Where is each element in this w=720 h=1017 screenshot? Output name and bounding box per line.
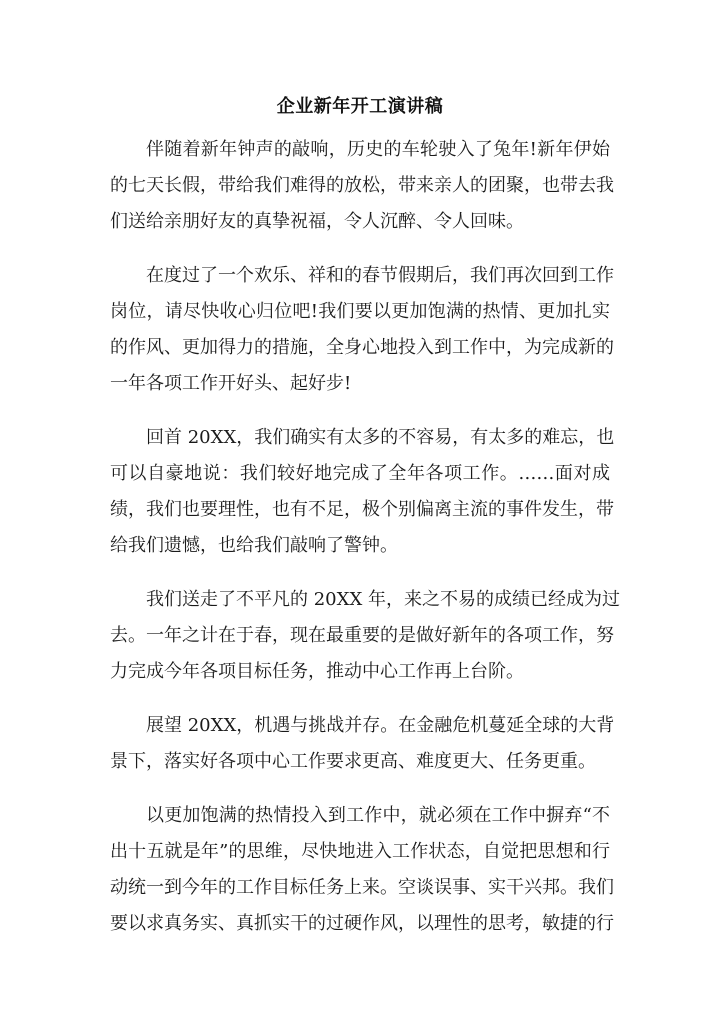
text-line: 岗位，请尽快收心归位吧!我们要以更加饱满的热情、更加扎实 xyxy=(110,301,610,322)
text-line: 景下，落实好各项中心工作要求更高、难度更大、任务更重。 xyxy=(110,751,596,772)
paragraph xyxy=(110,420,615,564)
text-line: 以更加饱满的热情投入到工作中，就必须在工作中摒弃“不 xyxy=(146,805,610,826)
paragraph xyxy=(110,798,614,942)
text-line: 要以求真务实、真抓实干的过硬作风，以理性的思考，敏捷的行 xyxy=(110,913,614,934)
text-line: 在度过了一个欢乐、祥和的春节假期后，我们再次回到工作 xyxy=(146,265,614,286)
paragraph xyxy=(110,132,614,240)
text-line: 绩，我们也要理性，也有不足，极个别偏离主流的事件发生，带 xyxy=(110,499,614,520)
text-line: 动统一到今年的工作目标任务上来。空谈误事、实干兴邦。我们 xyxy=(110,877,614,898)
text-line: 我们送走了不平凡的 20XX 年，来之不易的成绩已经成为过 xyxy=(146,589,620,610)
document-title: 企业新年开工演讲稿 xyxy=(276,96,444,117)
text-line: 给我们遗憾，也给我们敲响了警钟。 xyxy=(110,535,398,556)
text-line: 去。一年之计在于春，现在最重要的是做好新年的各项工作，努 xyxy=(110,625,614,646)
paragraph xyxy=(110,708,615,780)
paragraph xyxy=(110,582,620,690)
text-line: 力完成今年各项目标任务，推动中心工作再上台阶。 xyxy=(110,661,524,682)
text-line: 伴随着新年钟声的敲响，历史的车轮驶入了兔年!新年伊始 xyxy=(146,139,610,160)
text-line: 们送给亲朋好友的真挚祝福，令人沉醉、令人回味。 xyxy=(110,211,524,232)
text-line: 回首 20XX，我们确实有太多的不容易，有太多的难忘，也 xyxy=(146,427,615,448)
text-line: 的作风、更加得力的措施，全身心地投入到工作中，为完成新的 xyxy=(110,337,614,358)
document-body xyxy=(110,132,620,960)
text-line: 的七天长假，带给我们难得的放松，带来亲人的团聚，也带去我 xyxy=(110,175,614,196)
text-line: 出十五就是年”的思维，尽快地进入工作状态，自觉把思想和行 xyxy=(110,841,610,862)
text-line: 展望 20XX，机遇与挑战并存。在金融危机蔓延全球的大背 xyxy=(146,715,615,736)
paragraph xyxy=(110,258,614,402)
text-line: 一年各项工作开好头、起好步! xyxy=(110,373,352,394)
text-line: 可以自豪地说：我们较好地完成了全年各项工作。……面对成 xyxy=(110,463,610,484)
